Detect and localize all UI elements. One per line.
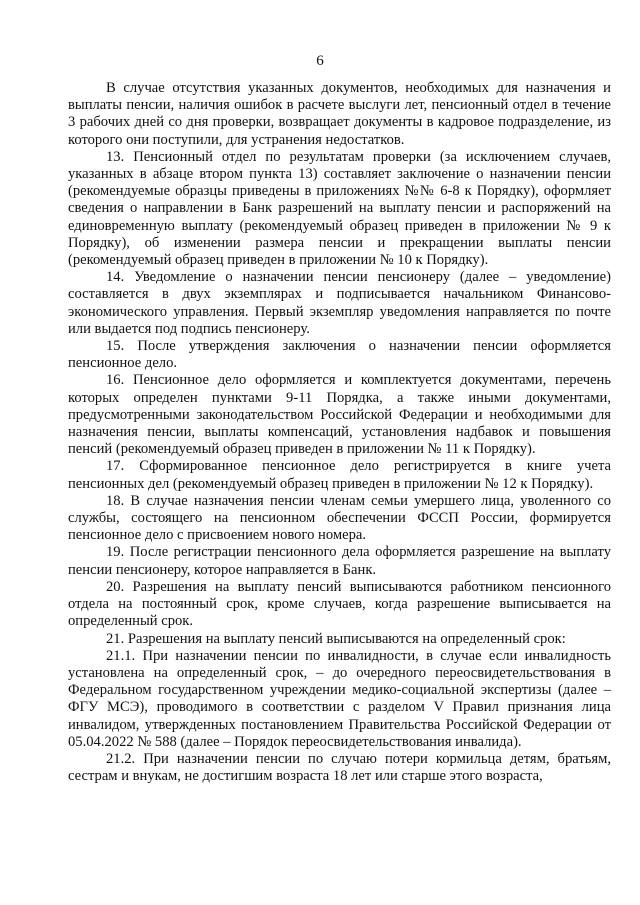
paragraph-16: 16. Пенсионное дело оформляется и комплектуется документами, перечень которых определен пунктами 9-11 Порядка, а также иными документами, предусмотренными законодательством Российской Федерации и необходимыми для назначения пенсии, выплаты компенсаций, установления надбавок и повышения пенсий (рекомендуемый образец приведен в приложении № 11 к Порядку). (68, 372, 611, 458)
paragraph-13: 13. Пенсионный отдел по результатам проверки (за исключением случаев, указанных в абзаце втором пункта 13) составляет заключение о назначении пенсии (рекомендуемые образцы приведены в приложениях №№ 6-8 к Порядку), оформляет сведения о направлении в Банк разрешений на выплату пенсии и распоряжений на единовременную выплату (рекомендуемый образец приведен в приложении № 9 к Порядку), об изменении размера пенсии и прекращении выплаты пенсии (рекомендуемый образец приведен в приложении № 10 к Порядку). (68, 148, 611, 269)
paragraph-21-2: 21.2. При назначении пенсии по случаю потери кормильца детям, братьям, сестрам и внукам, не достигшим возраста 18 лет или старше этого возраста, (68, 750, 611, 785)
paragraph-21: 21. Разрешения на выплату пенсий выписываются на определенный срок: (106, 630, 566, 647)
paragraph-19: 19. После регистрации пенсионного дела оформляется разрешение на выплату пенсии пенсионеру, которое направляется в Банк. (68, 544, 611, 578)
paragraph-missing-documents: В случае отсутствия указанных документов, необходимых для назначения и выплаты пенсии, наличия ошибок в расчете выслуги лет, пенсионный отдел в течение 3 рабочих дней со дня проверки, возвращает документы в кадровое подразделение, из которого они поступили, для устранения недостатков. (68, 80, 611, 148)
document-body (68, 80, 611, 785)
paragraph-20: 20. Разрешения на выплату пенсий выписываются работником пенсионного отдела на постоянный срок, кроме случаев, когда разрешение выписывается на определенный срок. (68, 578, 611, 630)
paragraph-17: 17. Сформированное пенсионное дело регистрируется в книге учета пенсионных дел (рекомендуемый образец приведен в приложении № 12 к Порядку). (68, 458, 611, 492)
paragraph-14: 14. Уведомление о назначении пенсии пенсионеру (далее – уведомление) составляется в двух экземплярах и подписывается начальником Финансово-экономического управления. Первый экземпляр уведомления направляется по почте или выдается под подпись пенсионеру. (68, 269, 611, 337)
paragraph-21-1: 21.1. При назначении пенсии по инвалидности, в случае если инвалидность установлена на определенный срок, – до очередного переосвидетельствования в Федеральном государственном учреждении медико-социальной экспертизы (далее – ФГУ МСЭ), проводимого в соответствии с разделом V Правил признания лица инвалидом, утвержденных постановлением Правительства Российской Федерации от 05.04.2022 № 588 (далее – Порядок переосвидетельствования инвалида). (68, 647, 611, 750)
page-number: 6 (316, 53, 324, 69)
paragraph-15: 15. После утверждения заключения о назначении пенсии оформляется пенсионное дело. (68, 338, 611, 372)
paragraph-18: 18. В случае назначения пенсии членам семьи умершего лица, уволенного со службы, состоящего на пенсионном обеспечении ФССП России, формируется пенсионное дело с присвоением нового номера. (68, 492, 611, 544)
